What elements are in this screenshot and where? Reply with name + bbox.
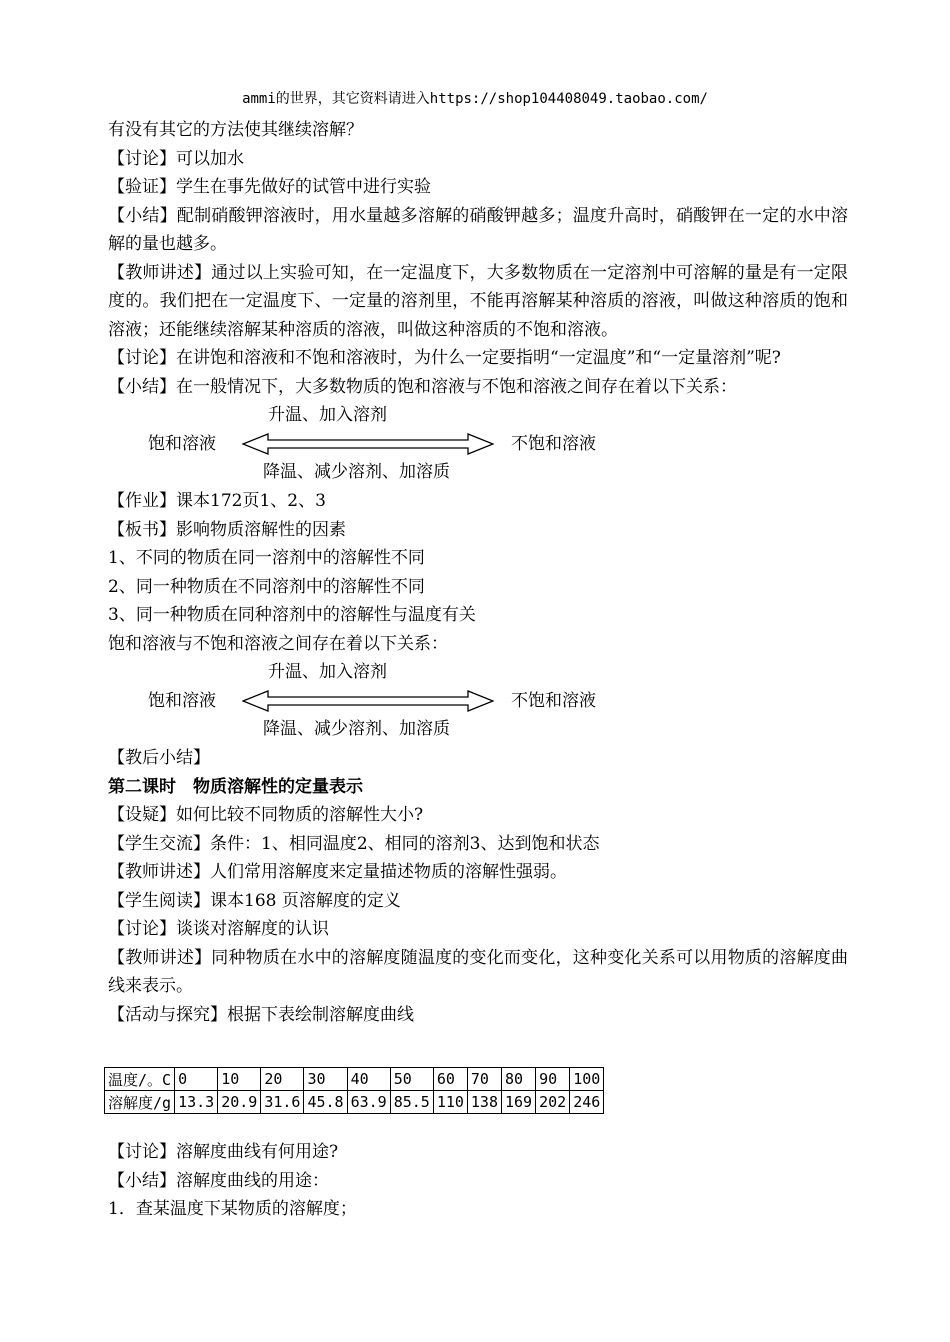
relation-diagram <box>108 401 848 487</box>
table-cell: 110 <box>433 1091 467 1114</box>
text-line: 3、同一种物质在同种溶剂中的溶解性与温度有关 <box>108 605 476 625</box>
diagram-top-label: 升温、加入溶剂 <box>268 662 387 682</box>
text-paragraph: 【讨论】在讲饱和溶液和不饱和溶液时，为什么一定要指明“一定温度”和“一定量溶剂”呢? <box>108 348 781 368</box>
table-cell: 20 <box>261 1068 304 1091</box>
table-cell: 80 <box>502 1068 536 1091</box>
table-cell: 246 <box>570 1091 604 1114</box>
text-line: 【讨论】谈谈对溶解度的认识 <box>108 919 329 939</box>
text-line: 【小结】在一般情况下，大多数物质的饱和溶液与不饱和溶液之间存在着以下关系： <box>108 376 737 397</box>
table-cell: 40 <box>347 1068 390 1091</box>
text-line: 【设疑】如何比较不同物质的溶解性大小? <box>108 805 424 825</box>
table-cell: 45.8 <box>304 1091 347 1114</box>
text-line: 【教师讲述】人们常用溶解度来定量描述物质的溶解性强弱。 <box>108 862 567 882</box>
table-row <box>105 1068 604 1091</box>
table-cell: 50 <box>390 1068 433 1091</box>
text-line: 2、同一种物质在不同溶剂中的溶解性不同 <box>108 576 425 597</box>
text-paragraph: 【教师讲述】同种物质在水中的溶解度随温度的变化而变化，这种变化关系可以用物质的溶解度曲线来表示。 <box>108 947 848 996</box>
table-cell: 90 <box>536 1068 570 1091</box>
table-cell: 138 <box>467 1091 501 1114</box>
table-row <box>105 1091 604 1114</box>
table-cell: 31.6 <box>261 1091 304 1114</box>
text-line: 【学生交流】条件：1、相同温度2、相同的溶剂3、达到饱和状态 <box>108 833 600 854</box>
solubility-table <box>104 1067 604 1114</box>
document-body-continued <box>108 1138 848 1224</box>
table-cell: 溶解度/g <box>105 1091 175 1114</box>
table-cell: 169 <box>502 1091 536 1114</box>
diagram-left-label: 饱和溶液 <box>148 690 216 711</box>
diagram-right-label: 不饱和溶液 <box>511 690 596 711</box>
diagram-top-label: 升温、加入溶剂 <box>268 405 387 425</box>
relation-diagram <box>108 658 848 744</box>
diagram-left-label: 饱和溶液 <box>148 433 216 454</box>
diagram-right-label: 不饱和溶液 <box>511 433 596 454</box>
text-line: 有没有其它的方法使其继续溶解？ <box>108 120 363 140</box>
table-cell: 30 <box>304 1068 347 1091</box>
double-arrow-icon <box>242 432 494 456</box>
text-line: 【小结】溶解度曲线的用途： <box>108 1170 329 1191</box>
diagram-bottom-label: 降温、减少溶剂、加溶质 <box>263 462 450 482</box>
text-line: 1．查某温度下某物质的溶解度； <box>108 1199 357 1219</box>
text-paragraph: 【教师讲述】通过以上实验可知，在一定温度下，大多数物质在一定溶剂中可溶解的量是有一定限度的。我们把在一定温度下、一定量的溶剂里，不能再溶解某种溶质的溶液，叫做这种溶质的饱和溶液；还能继续溶解某种溶质的溶液，叫做这种溶质的不饱和溶液。 <box>108 262 848 340</box>
page-header: ammi的世界，其它资料请进入https://shop104408049.taobao.com/ <box>242 91 708 107</box>
diagram-bottom-label: 降温、减少溶剂、加溶质 <box>263 719 450 739</box>
double-arrow-icon <box>242 689 494 713</box>
text-line: 【板书】影响物质溶解性的因素 <box>108 519 346 540</box>
text-line: 【验证】学生在事先做好的试管中进行实验 <box>108 177 431 197</box>
table-cell: 20.9 <box>218 1091 261 1114</box>
text-line: 1、不同的物质在同一溶剂中的溶解性不同 <box>108 548 425 568</box>
text-line: 【作业】课本172页1、2、3 <box>108 491 326 511</box>
text-line: 饱和溶液与不饱和溶液之间存在着以下关系： <box>108 633 448 654</box>
table-cell: 85.5 <box>390 1091 433 1114</box>
document-body <box>108 116 848 1029</box>
table-cell: 13.3 <box>175 1091 218 1114</box>
section-title: 第二课时 物质溶解性的定量表示 <box>108 776 363 797</box>
table-cell: 10 <box>218 1068 261 1091</box>
text-line: 【学生阅读】课本168 页溶解度的定义 <box>108 890 401 911</box>
text-line: 【活动与探究】根据下表绘制溶解度曲线 <box>108 1004 414 1025</box>
text-line: 【讨论】可以加水 <box>108 148 244 169</box>
table-cell: 温度/。C <box>105 1068 175 1091</box>
table-cell: 100 <box>570 1068 604 1091</box>
table-cell: 60 <box>433 1068 467 1091</box>
text-line: 【讨论】溶解度曲线有何用途? <box>108 1142 339 1162</box>
table-cell: 63.9 <box>347 1091 390 1114</box>
table-cell: 0 <box>175 1068 218 1091</box>
table-cell: 70 <box>467 1068 501 1091</box>
text-line: 【教后小结】 <box>108 748 210 768</box>
text-paragraph: 【小结】配制硝酸钾溶液时，用水量越多溶解的硝酸钾越多；温度升高时，硝酸钾在一定的水中溶解的量也越多。 <box>108 205 848 254</box>
table-cell: 202 <box>536 1091 570 1114</box>
